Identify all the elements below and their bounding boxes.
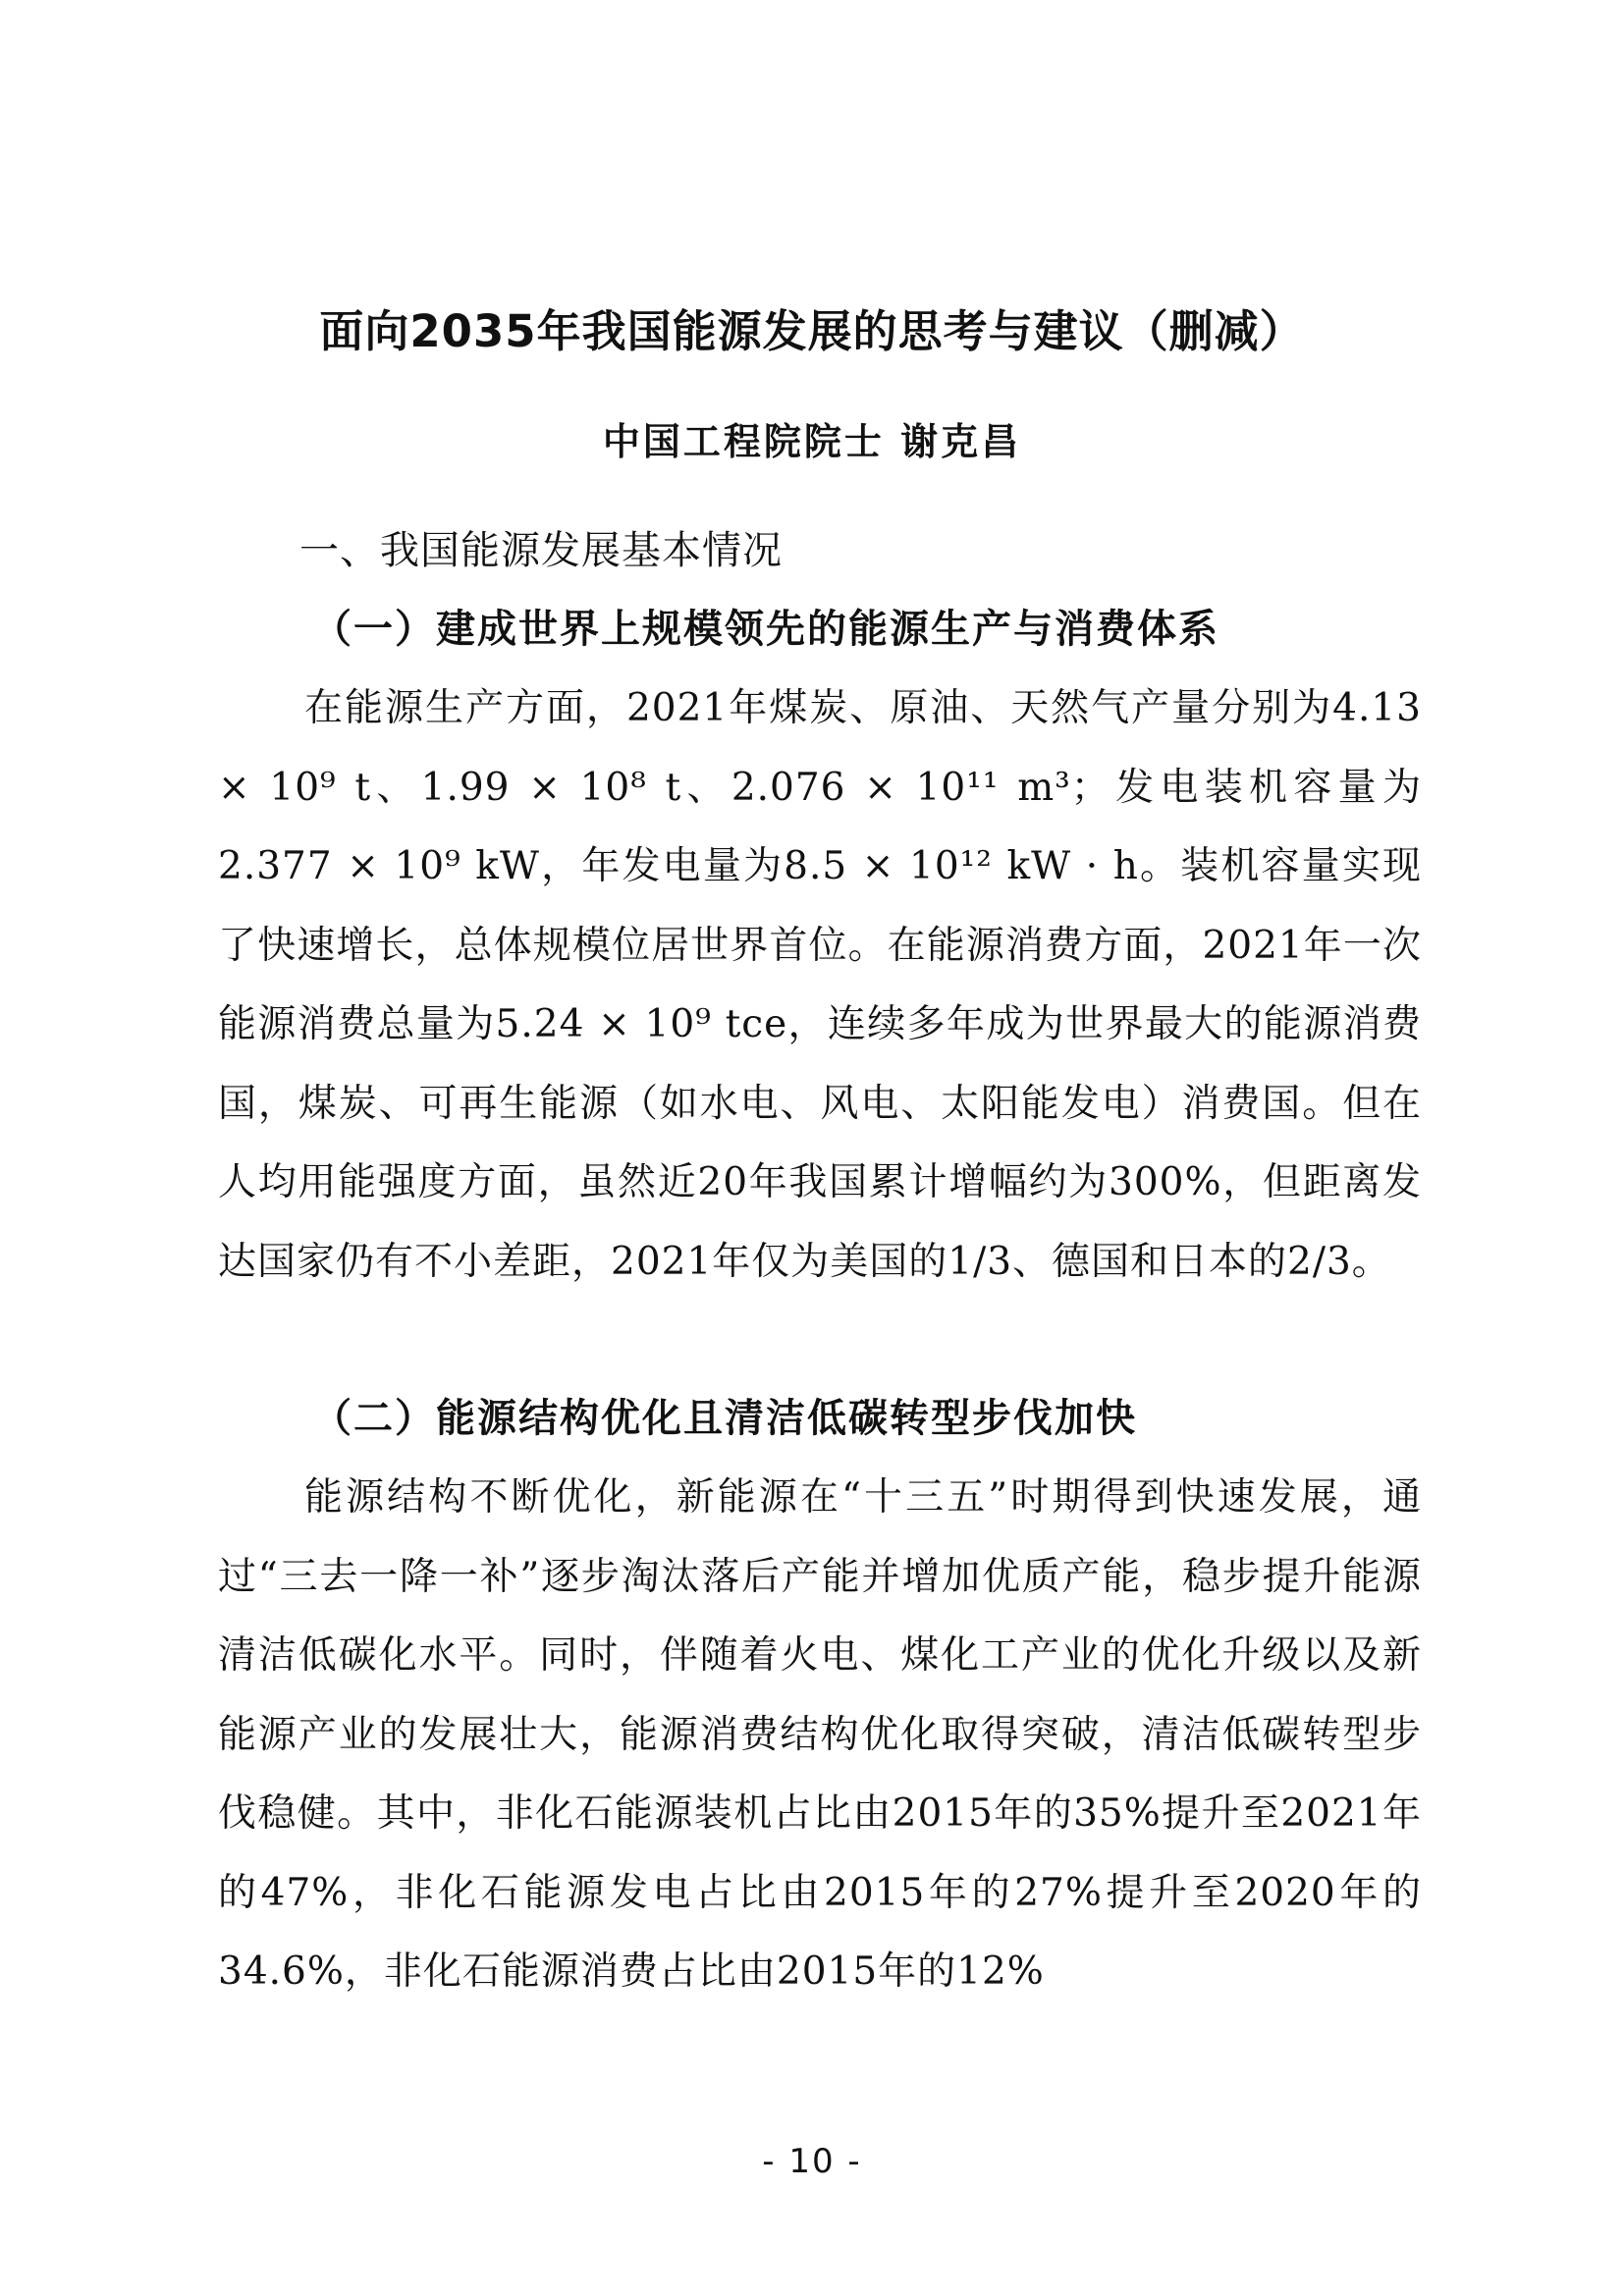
document-title: 面向2035年我国能源发展的思考与建议（删减） <box>319 305 1305 357</box>
body-paragraph-2: 能源结构不断优化，新能源在“十三五”时期得到快速发展，通过“三去一降一补”逐步淘汰落后产能并增加优质产能，稳步提升能源清洁低碳化水平。同时，伴随着火电、煤化工产业的优化升级以及新能源产业的发展壮大，能源消费结构优化取得突破，清洁低碳转型步伐稳健。其中，非化石能源装机占比由2015年的35%提升至2021年的47%，非化石能源发电占比由2015年的27%提升至2020年的34.6%，非化石能源消费占比由2015年的12% <box>218 1475 1422 1994</box>
page-number: - 10 - <box>762 2142 862 2181</box>
subsection-heading-1: （一）建成世界上规模领先的能源生产与消费体系 <box>312 606 1219 652</box>
body-paragraph-1: 在能源生产方面，2021年煤炭、原油、天然气产量分别为4.13 × 10⁹ t、1.99 × 10⁸ t、2.076 × 10¹¹ m³；发电装机容量为2.377 × 10⁹ kW，年发电量为8.5 × 10¹² kW · h。装机容量实现了快速增长，总体规模位居世界首位。在能源消费方面，2021年一次能源消费总量为5.24 × 10⁹ tce，连续多年成为世界最大的能源消费国，煤炭、可再生能源（如水电、风电、太阳能发电）消费国。但在人均用能强度方面，虽然近20年我国累计增幅约为300%，但距离发达国家仍有不小差距，2021年仅为美国的1/3、德国和日本的2/3。 <box>218 686 1422 1284</box>
section-heading: 一、我国能源发展基本情况 <box>299 528 783 573</box>
author-line: 中国工程院院士 谢克昌 <box>602 419 1022 463</box>
subsection-heading-2: （二）能源结构优化且清洁低碳转型步伐加快 <box>312 1395 1137 1441</box>
